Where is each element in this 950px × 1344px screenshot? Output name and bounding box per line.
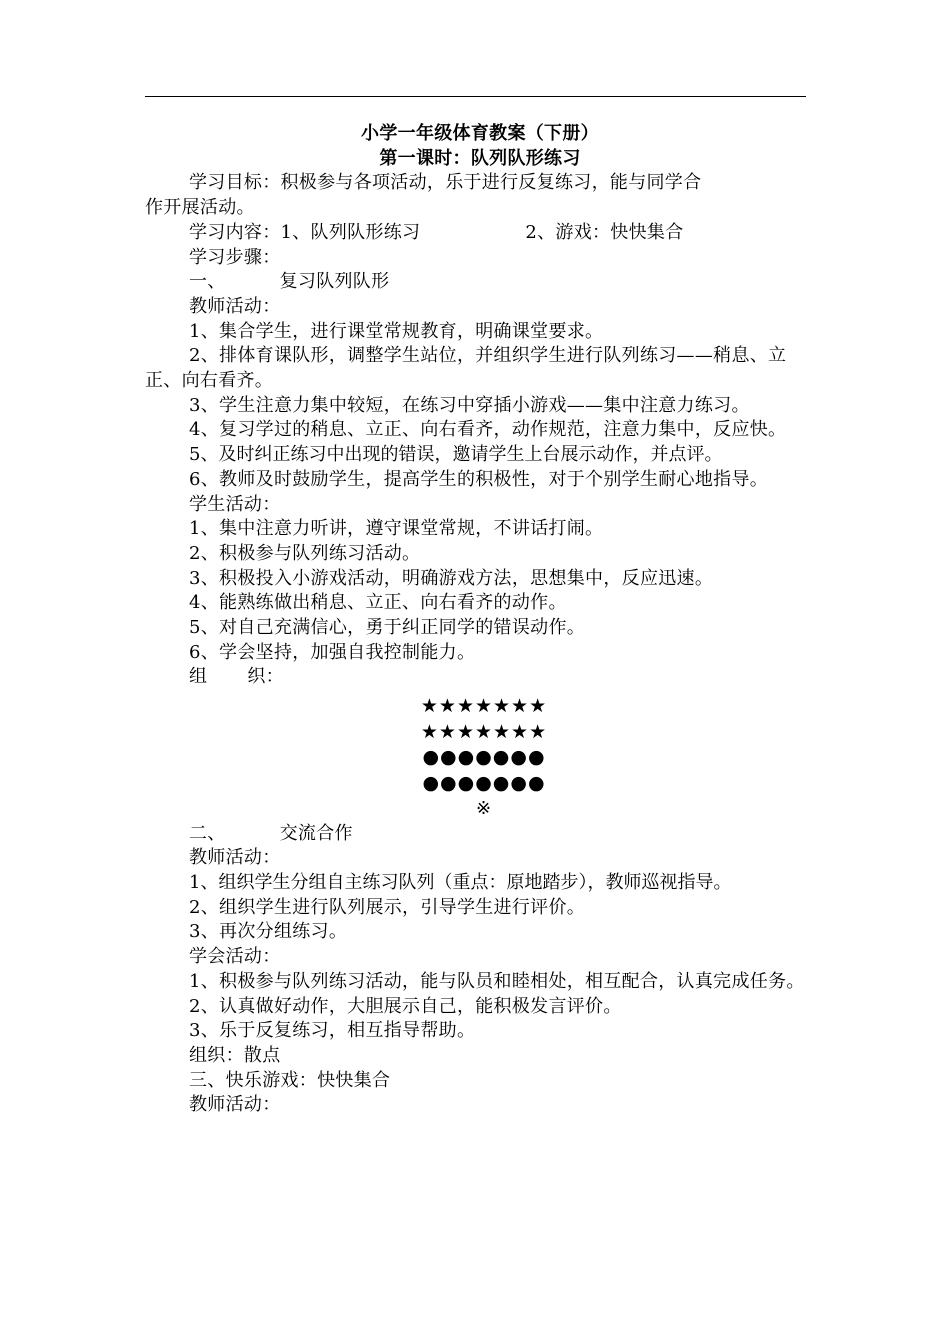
student-activity-item: 5、对自己充满信心，勇于纠正同学的错误动作。	[189, 617, 586, 639]
teacher-activity-item: 3、学生注意力集中较短，在练习中穿插小游戏——集中注意力练习。	[189, 394, 750, 416]
student-activity-label: 学会活动：	[189, 946, 281, 968]
section-heading-3: 三、快乐游戏：快快集合	[189, 1069, 391, 1091]
learning-goal-line2: 作开展活动。	[145, 197, 255, 219]
student-activity-item: 4、能熟练做出稍息、立正、向右看齐的动作。	[189, 592, 567, 614]
student-activity-item: 3、积极投入小游戏活动，明确游戏方法，思想集中，反应迅速。	[189, 567, 714, 589]
header-rule	[145, 96, 806, 97]
student-activity-item: 1、积极参与队列练习活动，能与队员和睦相处，相互配合，认真完成任务。	[189, 970, 805, 992]
document-title: 小学一年级体育教案（下册）	[361, 123, 599, 144]
section-number: 一、	[189, 271, 226, 293]
student-activity-label: 学生活动：	[189, 493, 281, 515]
teacher-activity-item: 2、组织学生进行队列展示，引导学生进行评价。	[189, 896, 586, 918]
teacher-activity-item: 6、教师及时鼓励学生，提高学生的积极性，对于个别学生耐心地指导。	[189, 468, 769, 490]
formation-diagram	[153, 694, 815, 822]
formation-row-stars: ★★★★★★★	[420, 720, 548, 743]
formation-row-dots: ●●●●●●●	[422, 746, 546, 769]
teacher-activity-item: 3、再次分组练习。	[189, 921, 348, 943]
section-heading-1	[145, 270, 815, 295]
teacher-activity-item: 2、排体育课队形，调整学生站位，并组织学生进行队列练习——稍息、立正、向右看齐。	[145, 345, 787, 392]
section-title: 交流合作	[279, 822, 353, 844]
learning-content	[145, 221, 815, 246]
learning-goal-line1: 学习目标：积极参与各项活动，乐于进行反复练习，能与同学合	[189, 172, 702, 194]
student-activity-item: 2、认真做好动作，大胆展示自己，能积极发言评价。	[189, 995, 622, 1017]
learning-content-item1: 学习内容：1、队列队形练习	[189, 221, 421, 243]
formation-row-dots: ●●●●●●●	[422, 771, 546, 794]
teacher-activity-label: 教师活动：	[189, 295, 281, 317]
learning-steps-label: 学习步骤：	[189, 246, 281, 268]
section-number: 二、	[189, 822, 226, 844]
teacher-position-mark: ※	[475, 798, 493, 820]
section-heading-2	[145, 822, 815, 847]
teacher-activity-label: 教师活动：	[189, 847, 281, 869]
organization-label-part: 组	[189, 666, 208, 688]
organization-label	[145, 665, 815, 690]
teacher-activity-item: 5、及时纠正练习中出现的错误，邀请学生上台展示动作，并点评。	[189, 444, 723, 466]
student-activity-item: 6、学会坚持，加强自我控制能力。	[189, 641, 476, 663]
teacher-activity-item: 1、集合学生，进行课堂常规教育，明确课堂要求。	[189, 320, 604, 342]
student-activity-item: 2、积极参与队列练习活动。	[189, 542, 421, 564]
organization-label-part: 织：	[247, 666, 284, 688]
section-title: 复习队列队形	[279, 271, 390, 293]
teacher-activity-item: 1、组织学生分组自主练习队列（重点：原地踏步），教师巡视指导。	[189, 872, 732, 894]
teacher-activity-label: 教师活动：	[189, 1094, 281, 1116]
learning-content-item2: 2、游戏：快快集合	[525, 221, 684, 243]
teacher-activity-item: 4、复习学过的稍息、立正、向右看齐，动作规范，注意力集中，反应快。	[189, 419, 787, 441]
lesson-subtitle: 第一课时：队列队形练习	[379, 147, 581, 169]
student-activity-item: 1、集中注意力听讲，遵守课堂常规，不讲话打闹。	[189, 518, 604, 540]
student-activity-item: 3、乐于反复练习，相互指导帮助。	[189, 1020, 476, 1042]
lesson-plan-body	[145, 122, 815, 1118]
organization-scatter: 组织：散点	[189, 1045, 281, 1066]
formation-row-stars: ★★★★★★★	[420, 695, 548, 718]
